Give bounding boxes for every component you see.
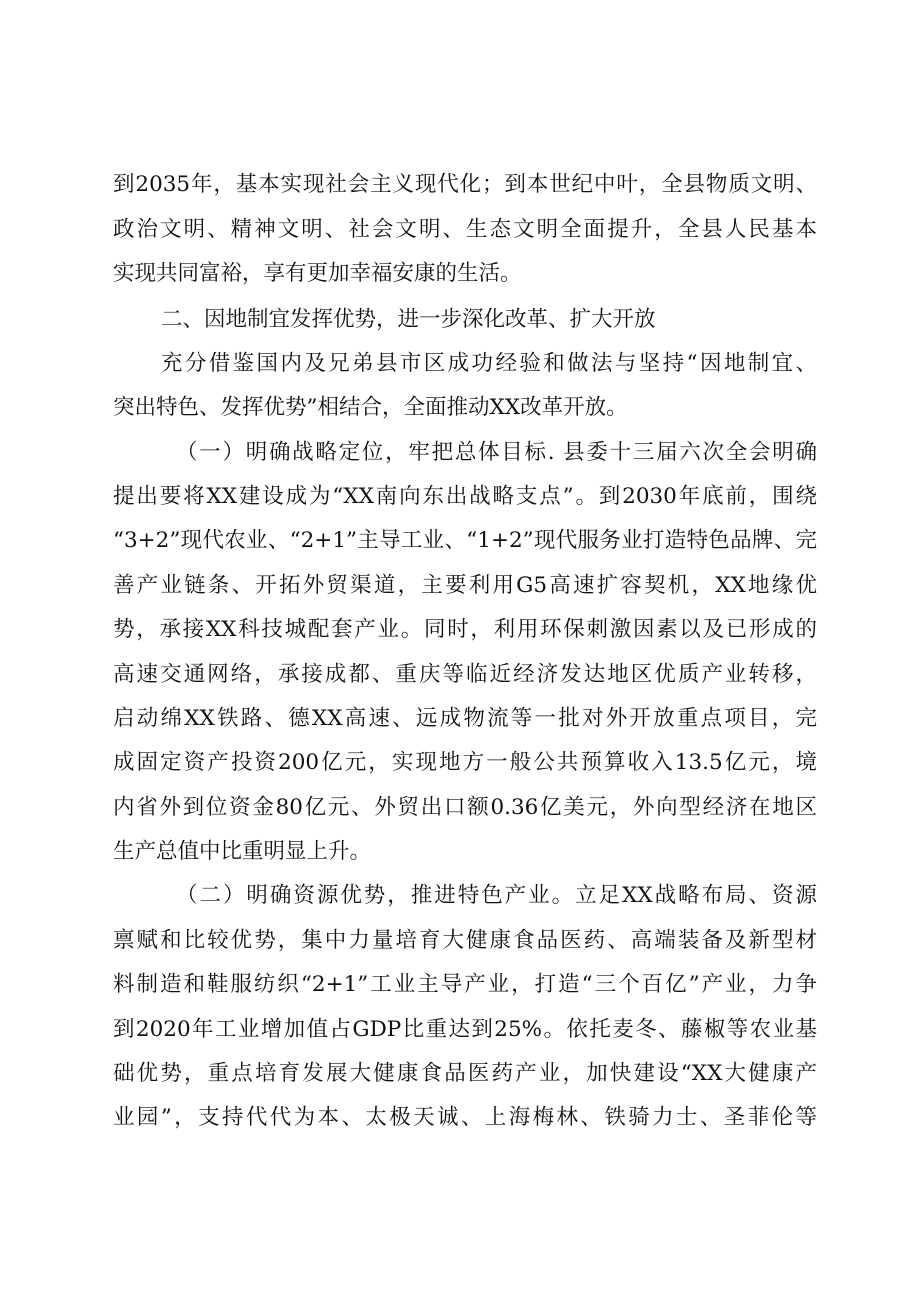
text-line: 成固定资产投资200亿元，实现地方一般公共预算收入13.5亿元，境 [113, 750, 817, 775]
text-line: 善产业链条、开拓外贸渠道，主要利用G5高速扩容契机，XX地缘优 [113, 573, 817, 598]
section-heading: 二、因地制宜发挥优势，进一步深化改革、扩大开放 [161, 307, 656, 332]
text-line: 料制造和鞋服纺织“2+1”工业主导产业，打造“三个百亿”产业，力争 [113, 972, 817, 997]
text-line: 充分借鉴国内及兄弟县市区成功经验和做法与坚持“因地制宜、 [161, 351, 817, 376]
text-line: 生产总值中比重明显上升。 [113, 839, 372, 864]
text-line: 到2035年，基本实现社会主义现代化；到本世纪中叶，全县物质文明、 [113, 172, 817, 197]
text-line: 到2020年工业增加值占GDP比重达到25%。依托麦冬、藤椒等农业基 [113, 1017, 817, 1042]
text-line: 内省外到位资金80亿元、外贸出口额0.36亿美元，外向型经济在地区 [113, 795, 817, 820]
text-line: 提出要将XX建设成为“XX南向东出战略支点”。到2030年底前，围绕 [113, 484, 817, 509]
text-line: 突出特色、发挥优势”相结合，全面推动XX改革开放。 [113, 395, 628, 420]
text-line: 实现共同富裕，享有更加幸福安康的生活。 [113, 261, 522, 286]
text-line: 业园”，支持代代为本、太极天诚、上海梅林、铁骑力士、圣菲伦等 [113, 1105, 817, 1130]
text-line: 势，承接XX科技城配套产业。同时，利用环保刺激因素以及已形成的 [113, 617, 817, 642]
text-line: 高速交通网络，承接成都、重庆等临近经济发达地区优质产业转移， [113, 662, 817, 687]
text-line: 禀赋和比较优势，集中力量培育大健康食品医药、高端装备及新型材 [113, 928, 817, 953]
subsection-heading: （二）明确资源优势，推进特色产业。立足XX战略布局、资源 [176, 883, 817, 908]
text-line: 础优势，重点培育发展大健康食品医药产业，加快建设“XX大健康产 [113, 1061, 817, 1086]
text-line: 启动绵XX铁路、德XX高速、远成物流等一批对外开放重点项目，完 [113, 706, 817, 731]
text-line: “3+2”现代农业、“2+1”主导工业、“1+2”现代服务业打造特色品牌、完 [113, 528, 817, 553]
text-line: 政治文明、精神文明、社会文明、生态文明全面提升，全县人民基本 [113, 217, 817, 242]
subsection-heading: （一）明确战略定位，牢把总体目标. 县委十三届六次全会明确 [176, 440, 817, 465]
